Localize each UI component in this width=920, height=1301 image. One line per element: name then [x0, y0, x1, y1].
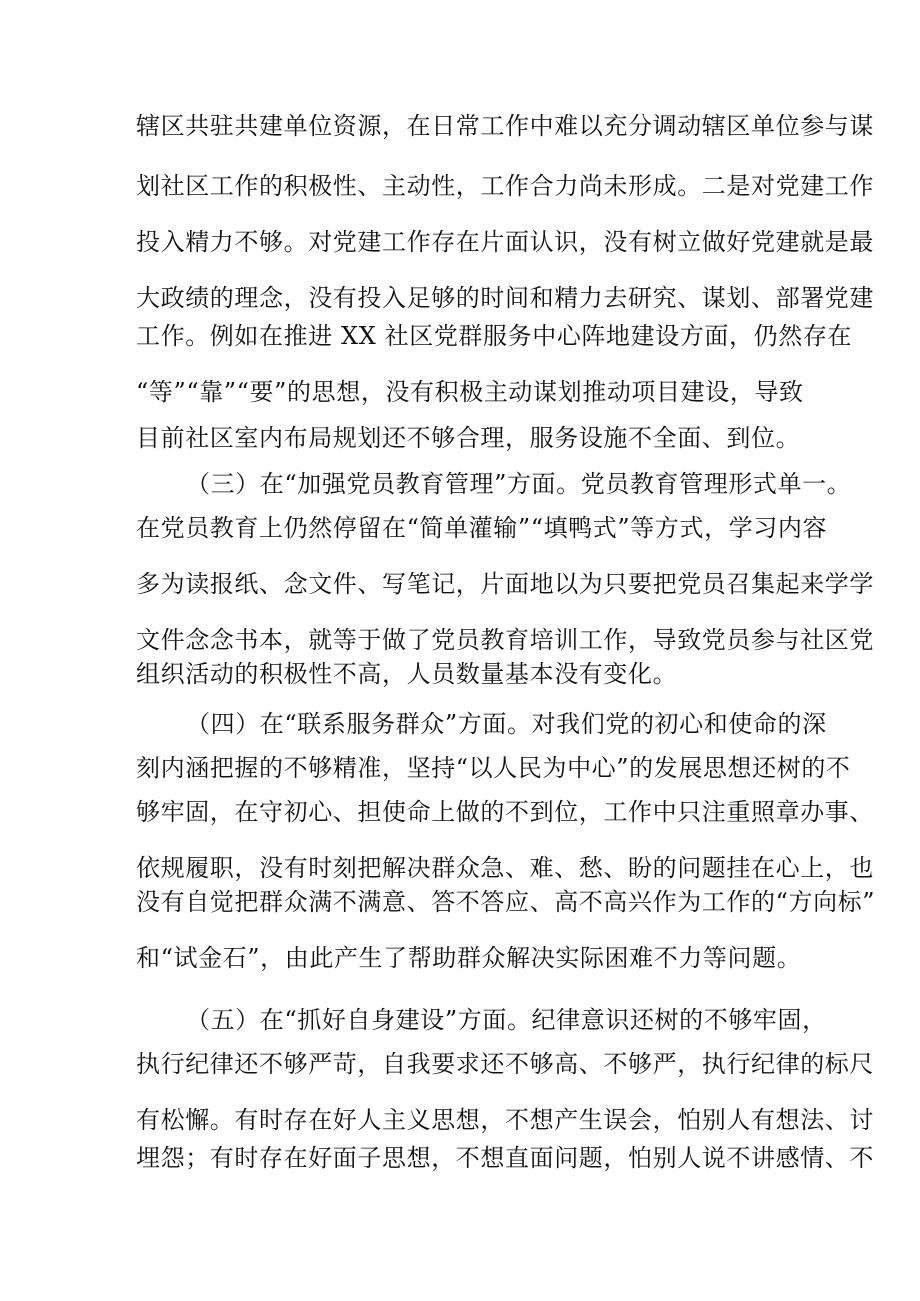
text-line: 刻内涵把握的不够精准，坚持“以人民为中心”的发展思想还树的不 [136, 754, 851, 782]
text-line: 划社区工作的积极性、主动性，工作合力尚未形成。二是对党建工作 [136, 172, 874, 200]
text-line: 在党员教育上仍然停留在“简单灌输”“填鸭式”等方式，学习内容 [136, 514, 828, 542]
text-line: 多为读报纸、念文件、写笔记，片面地以为只要把党员召集起来学学 [136, 570, 874, 598]
text-line: 有松懈。有时存在好人主义思想，不想产生误会，怕别人有想法、讨 [136, 1106, 874, 1134]
text-line: 辖区共驻共建单位资源，在日常工作中难以充分调动辖区单位参与谋 [136, 112, 874, 140]
text-line: 组织活动的积极性不高，人员数量基本没有变化。 [136, 660, 678, 688]
text-line: 执行纪律还不够严苛，自我要求还不够高、不够严，执行纪律的标尺 [136, 1050, 874, 1078]
text-line: 够牢固，在守初心、担使命上做的不到位，工作中只注重照章办事、 [136, 798, 874, 826]
text-line: 工作。例如在推进 XX 社区党群服务中心阵地建设方面，仍然存在 [136, 322, 853, 350]
text-line: 没有自觉把群众满不满意、答不答应、高不高兴作为工作的“方向标” [136, 888, 876, 916]
section-heading-line: （三）在“加强党员教育管理”方面。党员教育管理形式单一。 [186, 470, 852, 498]
text-line: 投入精力不够。对党建工作存在片面认识，没有树立做好党建就是最 [136, 228, 874, 256]
text-line: 埋怨；有时存在好面子思想，不想直面问题，怕别人说不讲感情、不 [136, 1144, 874, 1172]
section-heading-line: （四）在“联系服务群众”方面。对我们党的初心和使命的深 [186, 710, 827, 738]
text-line: 文件念念书本，就等于做了党员教育培训工作，导致党员参与社区党 [136, 626, 874, 654]
text-line: 目前社区室内布局规划还不够合理，服务设施不全面、到位。 [136, 424, 801, 452]
text-line: 依规履职，没有时刻把解决群众急、难、愁、盼的问题挂在心上，也 [136, 854, 874, 882]
text-line: “等”“靠”“要”的思想，没有积极主动谋划推动项目建设，导致 [136, 378, 804, 406]
text-line: 大政绩的理念，没有投入足够的时间和精力去研究、谋划、部署党建 [136, 284, 874, 312]
section-heading-line: （五）在“抓好自身建设”方面。纪律意识还树的不够牢固， [186, 1006, 827, 1034]
text-line: 和“试金石”，由此产生了帮助群众解决实际困难不力等问题。 [136, 944, 802, 972]
